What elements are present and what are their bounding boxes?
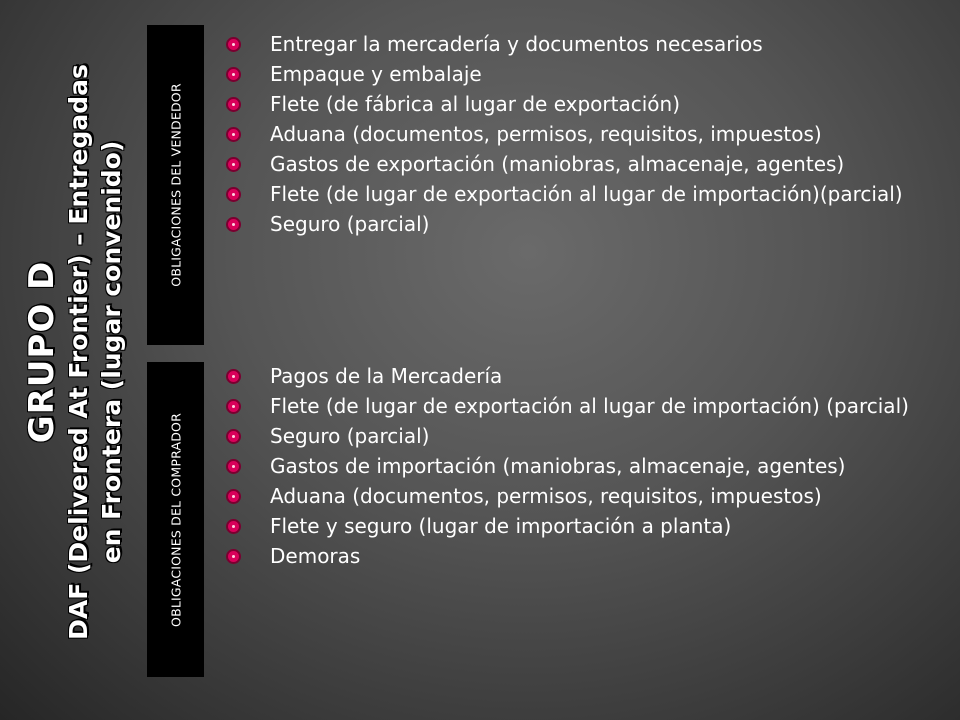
list-item — [222, 486, 922, 506]
bullet-icon — [226, 217, 241, 232]
list-item-text: Empaque y embalaje — [270, 62, 482, 86]
list-item-text: Pagos de la Mercadería — [270, 364, 503, 388]
vendedor-obligations-list — [222, 34, 922, 244]
list-item-text: Flete (de lugar de exportación al lugar de importación) (parcial) — [270, 394, 909, 418]
bullet-icon — [226, 549, 241, 564]
bullet-icon — [226, 187, 241, 202]
list-item-text: Aduana (documentos, permisos, requisitos, impuestos) — [270, 122, 822, 146]
bullet-icon — [226, 37, 241, 52]
list-item-text: Gastos de exportación (maniobras, almacenaje, agentes) — [270, 152, 845, 176]
bullet-icon — [226, 519, 241, 534]
slide-title — [22, 0, 128, 712]
bullet-icon — [226, 369, 241, 384]
comprador-obligations-list — [222, 366, 922, 576]
list-item-text: Entregar la mercadería y documentos necesarios — [270, 32, 763, 56]
list-item — [222, 124, 922, 144]
list-item-text: Flete (de lugar de exportación al lugar de importación)(parcial) — [270, 182, 903, 206]
list-item-text: Gastos de importación (maniobras, almacenaje, agentes) — [270, 454, 846, 478]
list-item-text: Demoras — [270, 544, 361, 568]
bullet-icon — [226, 127, 241, 142]
list-item-text: Aduana (documentos, permisos, requisitos, impuestos) — [270, 484, 822, 508]
bullet-icon — [226, 489, 241, 504]
list-item — [222, 94, 922, 114]
vendedor-label-box — [147, 25, 204, 345]
bullet-icon — [226, 459, 241, 474]
list-item — [222, 516, 922, 536]
list-item — [222, 154, 922, 174]
comprador-label: OBLIGACIONES DEL COMPRADOR — [168, 412, 183, 627]
list-item — [222, 456, 922, 476]
list-item-text: Seguro (parcial) — [270, 424, 430, 448]
bullet-icon — [226, 97, 241, 112]
title-sub-line2: en Frontera (lugar convenido) — [97, 140, 126, 564]
vendedor-label: OBLIGACIONES DEL VENDEDOR — [168, 83, 183, 287]
slide-title-area — [0, 0, 150, 720]
comprador-label-box — [147, 362, 204, 677]
list-item — [222, 366, 922, 386]
title-sub-line1: DAF (Delivered At Frontier) – Entregadas — [64, 64, 93, 640]
list-item — [222, 426, 922, 446]
list-item — [222, 34, 922, 54]
title-main: GRUPO D — [22, 260, 62, 444]
list-item-text: Flete (de fábrica al lugar de exportación) — [270, 92, 681, 116]
list-item — [222, 184, 922, 204]
bullet-icon — [226, 399, 241, 414]
list-item-text: Seguro (parcial) — [270, 212, 430, 236]
list-item — [222, 64, 922, 84]
list-item — [222, 396, 922, 416]
bullet-icon — [226, 429, 241, 444]
bullet-icon — [226, 67, 241, 82]
list-item-text: Flete y seguro (lugar de importación a planta) — [270, 514, 732, 538]
list-item — [222, 546, 922, 566]
list-item — [222, 214, 922, 234]
bullet-icon — [226, 157, 241, 172]
